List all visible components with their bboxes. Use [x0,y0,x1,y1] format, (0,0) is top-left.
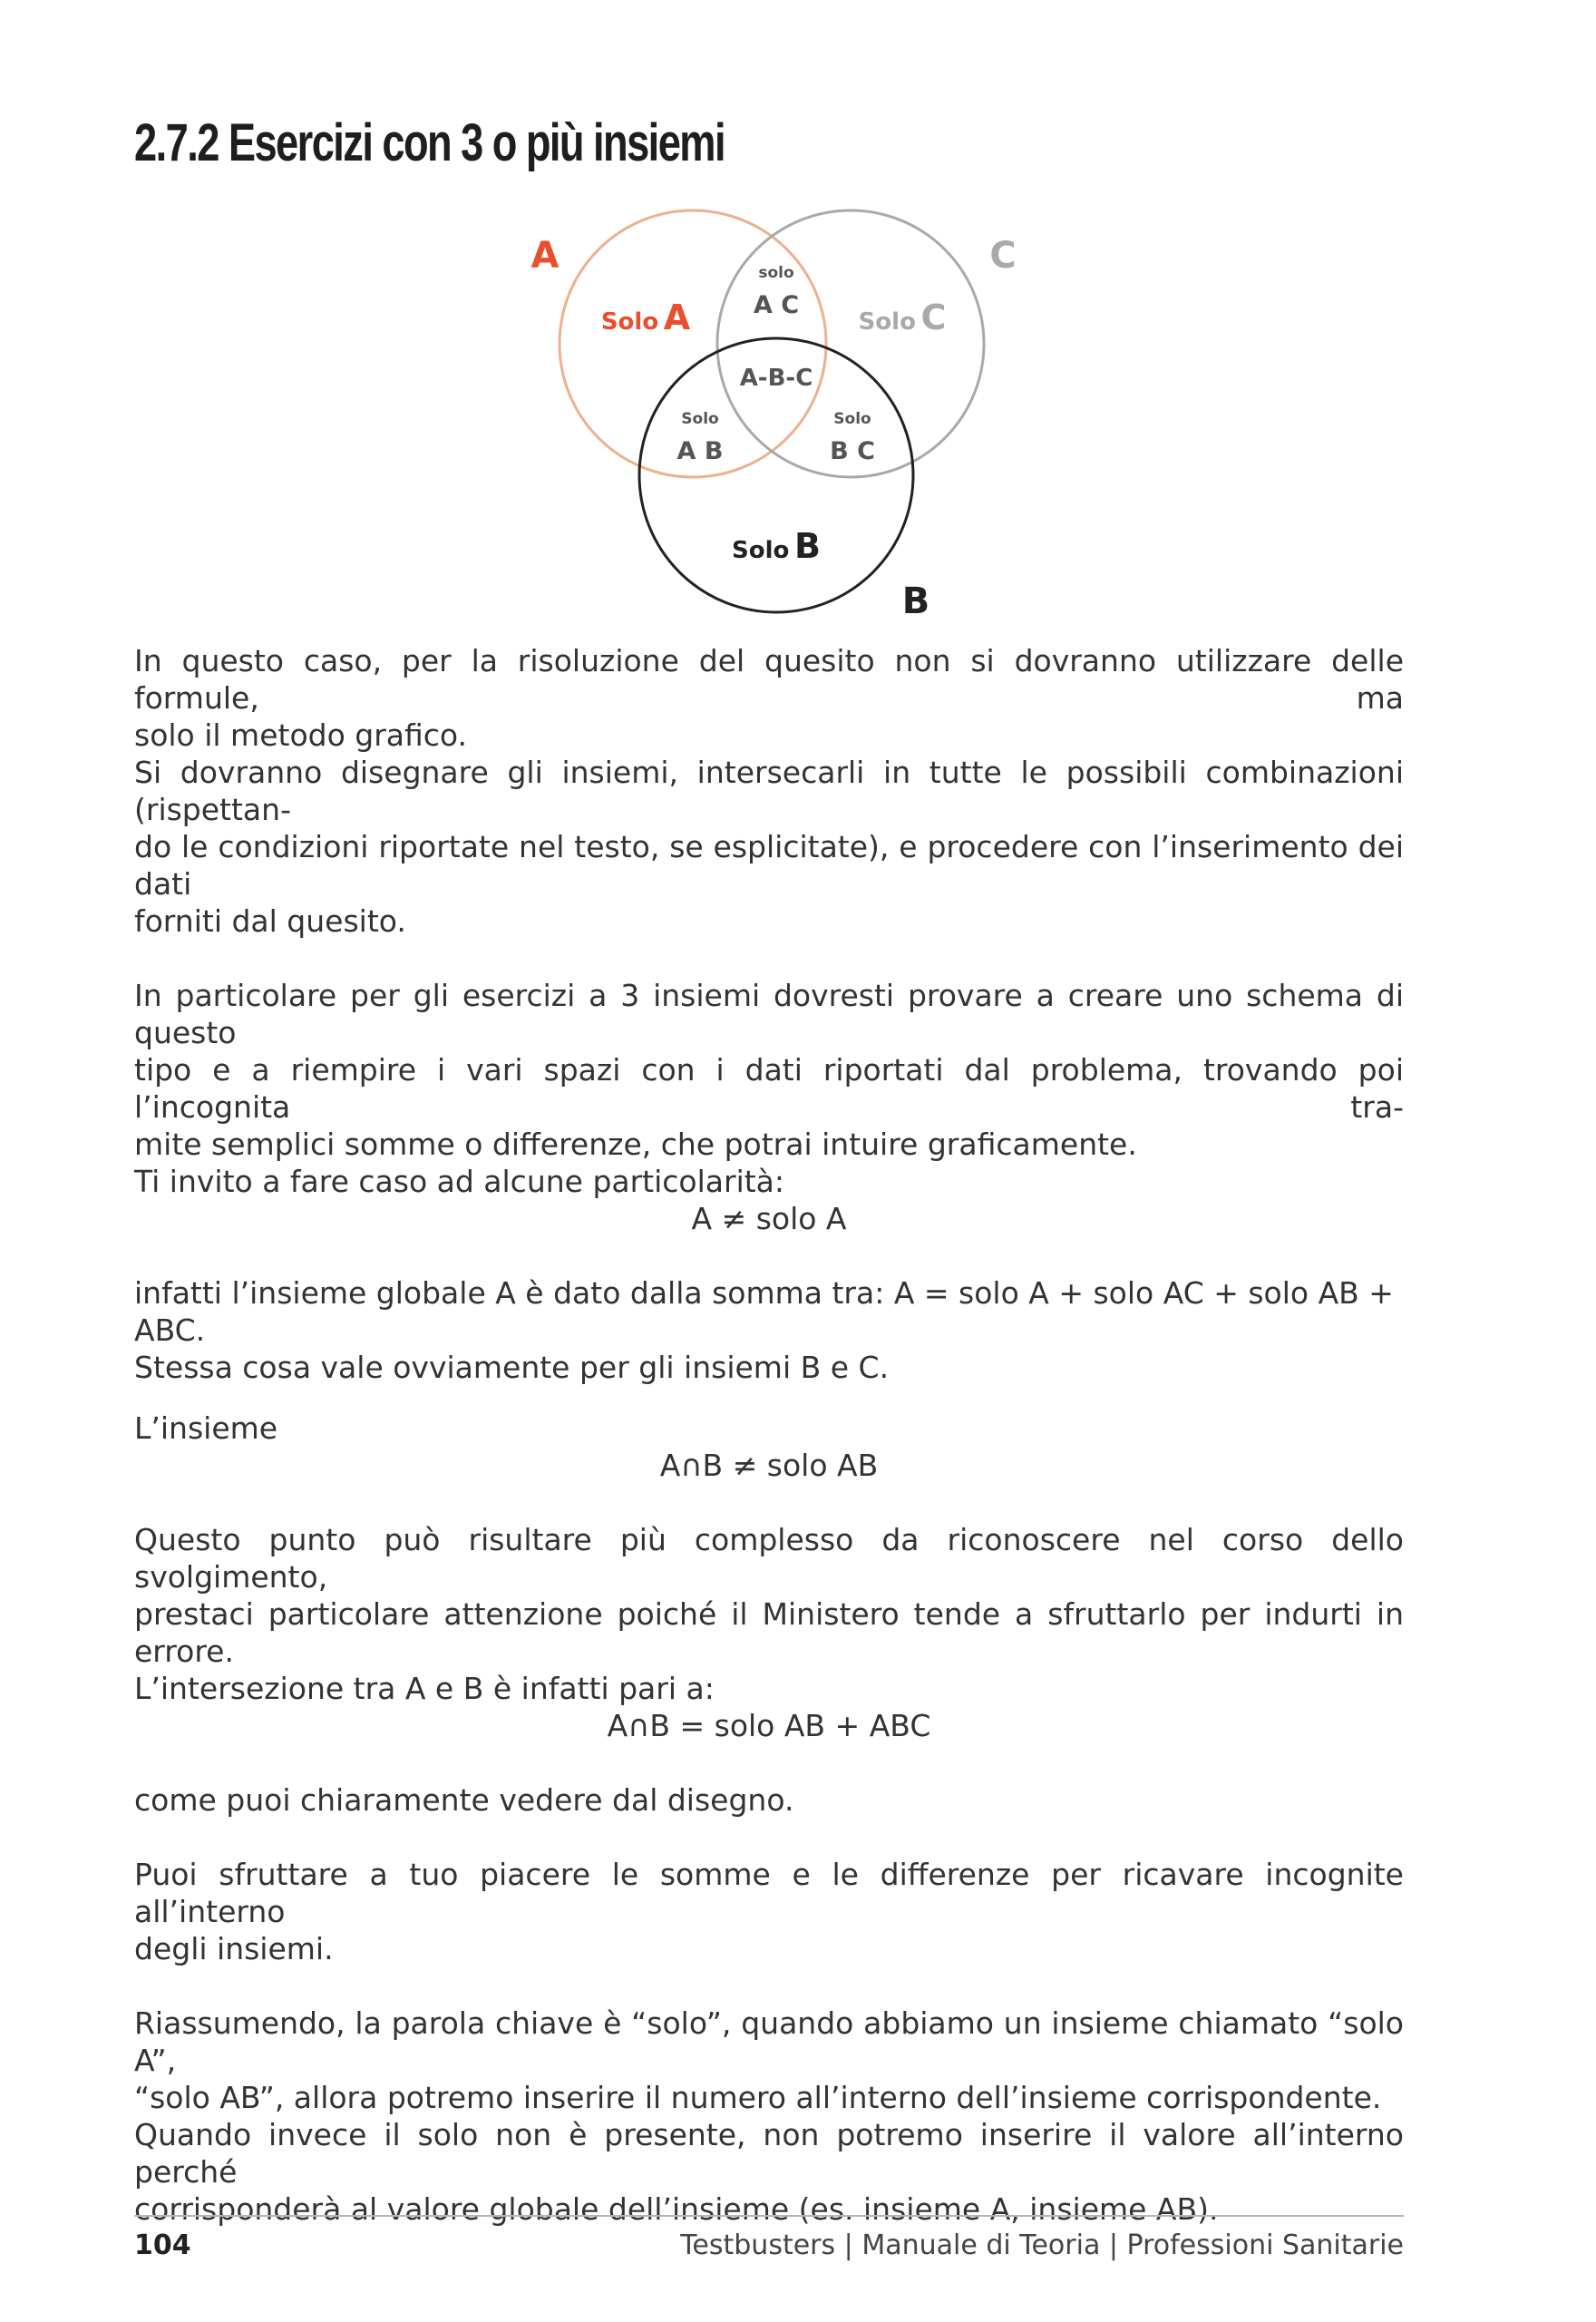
region-solo-ab-letters: A B [676,437,724,465]
paragraph-line: tipo e a riempire i vari spazi con i dati riportati dal problema, trovando poi l’incognita tra- [134,1052,1404,1125]
paragraph-line: “solo AB”, allora potremo inserire il numero all’interno dell’insieme corrispondente. [134,2080,1382,2115]
region-solo-ab-word: Solo [681,410,719,428]
paragraph-line: solo il metodo grafico. [134,717,468,753]
region-solo-ac-word: solo [758,264,794,282]
paragraph-line: do le condizioni riportate nel testo, se esplicitate), e procedere con l’inserimento dei dati [134,829,1404,902]
region-solo-bc-word: Solo [833,410,871,428]
paragraph-line: Stessa cosa vale ovviamente per gli insiemi B e C. [134,1350,890,1385]
paragraph-line: Questo punto può risultare più complesso da riconoscere nel corso dello svolgimento, [134,1522,1404,1595]
section-title: 2.7.2 Esercizi con 3 o più insiemi [134,113,725,172]
footer-text: Testbusters | Manuale di Teoria | Professioni Sanitarie [680,2229,1404,2261]
formula: A∩B = solo AB + ABC [607,1708,931,1743]
paragraph-line: degli insiemi. [134,1931,334,1966]
paragraph-line: Puoi sfruttare a tuo piacere le somme e le differenze per ricavare incognite all’interno [134,1857,1404,1929]
paragraph-line: Ti invito a fare caso ad alcune particolarità: [134,1164,785,1199]
formula: A ≠ solo A [691,1201,847,1236]
paragraph-line: In particolare per gli esercizi a 3 insiemi dovresti provare a creare uno schema di questo [134,978,1404,1050]
region-abc: A-B-C [739,365,813,392]
paragraph-line: Si dovranno disegnare gli insiemi, intersecarli in tutte le possibili combinazioni (rispettan- [134,755,1404,827]
venn-diagram [508,190,1052,644]
paragraph-line: Quando invece il solo non è presente, non potremo inserire il valore all’interno perché [134,2117,1404,2190]
paragraph-line: L’intersezione tra A e B è infatti pari a: [134,1671,715,1706]
region-solo-a: Solo A [600,298,691,337]
paragraph-line: Riassumendo, la parola chiave è “solo”, quando abbiamo un insieme chiamato “solo A”, [134,2005,1404,2078]
paragraph-line: mite semplici somme o differenze, che potrai intuire graficamente. [134,1127,1137,1162]
region-solo-c: Solo C [858,298,947,337]
page-number: 104 [134,2229,191,2261]
region-solo-ac-letters: A C [753,291,800,319]
label-set-a: A [530,235,560,277]
paragraph-line: L’insieme [134,1410,278,1446]
region-solo-bc-letters: B C [830,437,875,465]
label-set-c: C [989,235,1017,277]
paragraph-line: corrisponderà al valore globale dell’insieme (es. insieme A, insieme AB). [134,2191,1219,2227]
paragraph-line: come puoi chiaramente vedere dal disegno. [134,1782,794,1818]
paragraph-line: In questo caso, per la risoluzione del quesito non si dovranno utilizzare delle formule, ma [134,643,1404,716]
paragraph-line: forniti dal quesito. [134,903,406,939]
paragraph-line: infatti l’insieme globale A è dato dalla somma tra: A = solo A + solo AC + solo AB + ABC. [134,1275,1394,1348]
footer-divider [134,2215,1404,2217]
body-text [134,642,1404,2228]
formula: A∩B ≠ solo AB [659,1448,879,1483]
paragraph-line: prestaci particolare attenzione poiché il Ministero tende a sfruttarlo per indurti in errore. [134,1596,1404,1669]
label-set-b: B [901,580,930,622]
region-solo-b: Solo B [732,526,821,566]
